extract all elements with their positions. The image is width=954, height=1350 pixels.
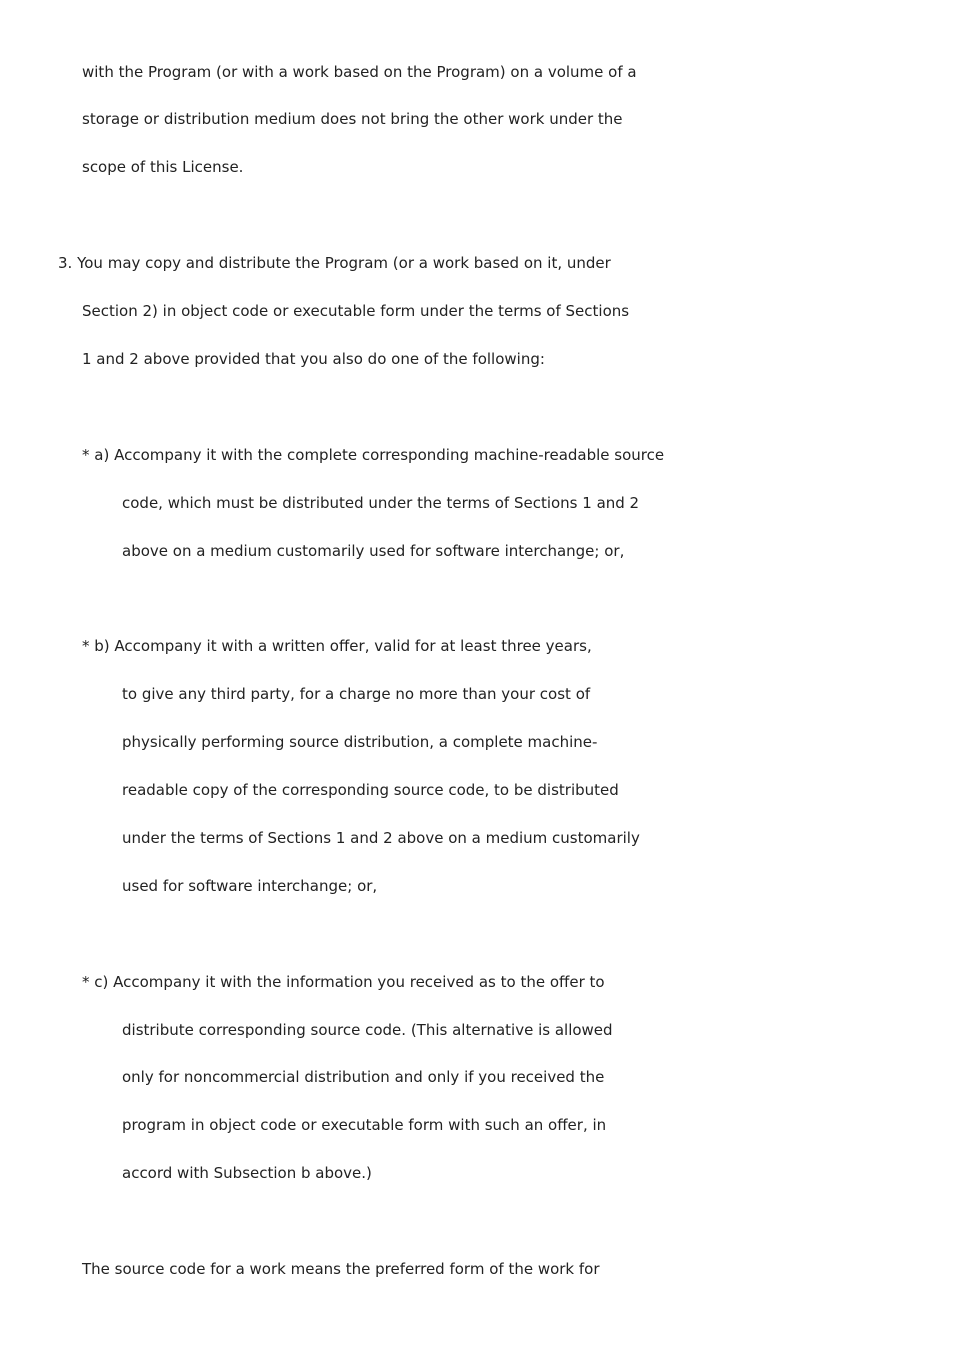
- text-line: readable copy of the corresponding source code, to be distributed: [122, 781, 619, 799]
- list-item-c: * c) Accompany it with the information you received as to the offer to: [82, 973, 605, 991]
- text-line: only for noncommercial distribution and only if you received the: [122, 1068, 605, 1086]
- text-line: The source code for a work means the preferred form of the work for: [82, 1260, 600, 1278]
- text-line: above on a medium customarily used for software interchange; or,: [122, 542, 625, 560]
- list-item-b: * b) Accompany it with a written offer, valid for at least three years,: [82, 637, 592, 655]
- text-line: distribute corresponding source code. (This alternative is allowed: [122, 1021, 613, 1039]
- text-line: used for software interchange; or,: [122, 877, 378, 895]
- text-line: under the terms of Sections 1 and 2 above on a medium customarily: [122, 829, 640, 847]
- text-line: 1 and 2 above provided that you also do one of the following:: [82, 350, 545, 368]
- text-line: physically performing source distribution, a complete machine-: [122, 733, 598, 751]
- text-line: program in object code or executable form with such an offer, in: [122, 1116, 607, 1134]
- text-line: to give any third party, for a charge no more than your cost of: [122, 685, 591, 703]
- section-3-heading-line: 3. You may copy and distribute the Program (or a work based on it, under: [58, 254, 611, 272]
- text-line: code, which must be distributed under the terms of Sections 1 and 2: [122, 494, 640, 512]
- text-line: scope of this License.: [82, 158, 244, 176]
- list-item-a: * a) Accompany it with the complete corresponding machine-readable source: [82, 446, 665, 464]
- text-line: accord with Subsection b above.): [122, 1164, 372, 1182]
- text-line: with the Program (or with a work based on the Program) on a volume of a: [82, 63, 637, 81]
- text-line: storage or distribution medium does not bring the other work under the: [82, 110, 623, 128]
- text-line: Section 2) in object code or executable form under the terms of Sections: [82, 302, 630, 320]
